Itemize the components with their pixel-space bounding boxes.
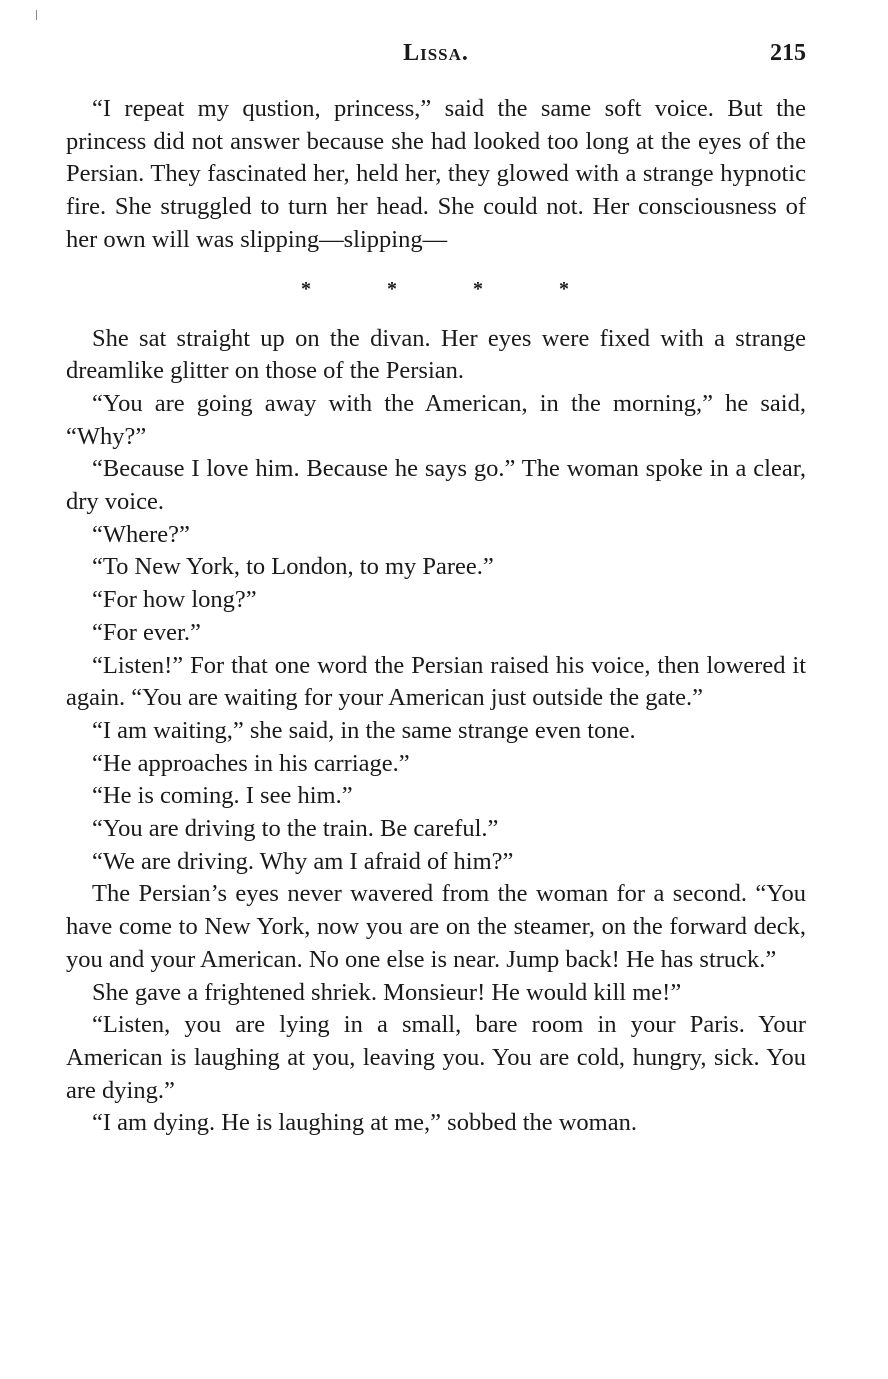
running-head <box>66 40 806 74</box>
running-title: Lissa. <box>403 40 469 66</box>
asterisk: * <box>387 277 397 300</box>
paragraph: “You are driving to the train. Be careful.” <box>92 815 499 843</box>
paragraph: “To New York, to London, to my Paree.” <box>92 553 494 581</box>
asterisk: * <box>301 277 311 300</box>
paragraph: “Listen, you are lying in a small, bare room in your Paris. Your American is laughing at you, leaving you. You are cold, hungry, sick. You are dying.” <box>66 1011 806 1104</box>
paragraph: “For ever.” <box>92 618 201 646</box>
asterisk: * <box>559 277 569 300</box>
paragraph: “For how long?” <box>92 586 257 614</box>
paragraph: “I am waiting,” she said, in the same strange even tone. <box>92 716 636 744</box>
margin-mark <box>36 10 37 20</box>
paragraph: “Because I love him. Because he says go.” The woman spoke in a clear, dry voice. <box>66 455 806 516</box>
paragraph: “I am dying. He is laughing at me,” sobbed the woman. <box>92 1109 637 1137</box>
paragraph: “Listen!” For that one word the Persian raised his voice, then lowered it again. “You are waiting for your American just outside the gate.” <box>66 651 806 712</box>
paragraph: She gave a frightened shriek. Monsieur! He would kill me!” <box>92 978 682 1006</box>
paragraph: She sat straight up on the divan. Her eyes were fixed with a strange dreamlike glitter on those of the Persian. <box>66 324 806 385</box>
paragraph: “We are driving. Why am I afraid of him?” <box>92 847 514 875</box>
section-break <box>66 257 806 322</box>
paragraph: “He approaches in his carriage.” <box>92 749 410 777</box>
page-number: 215 <box>770 40 806 66</box>
asterisk: * <box>473 277 483 300</box>
paragraph: “He is coming. I see him.” <box>92 782 353 810</box>
paragraph: The Persian’s eyes never wavered from the woman for a second. “You have come to New York, now you are on the steamer, on the forward deck, you and your American. No one else is near. Jump back! He has struck.” <box>66 880 806 973</box>
body-text <box>66 93 806 1140</box>
paragraph: “You are going away with the American, in the morning,” he said, “Why?” <box>66 389 806 450</box>
paragraph: “Where?” <box>92 520 190 548</box>
paragraph: “I repeat my qustion, princess,” said the same soft voice. But the princess did not answer because she had looked too long at the eyes of the Persian. They fascinated her, held her, they glowed with a strange hypnotic fire. She struggled to turn her head. She could not. Her consciousness of her own will was slipping—slipping— <box>66 95 806 253</box>
